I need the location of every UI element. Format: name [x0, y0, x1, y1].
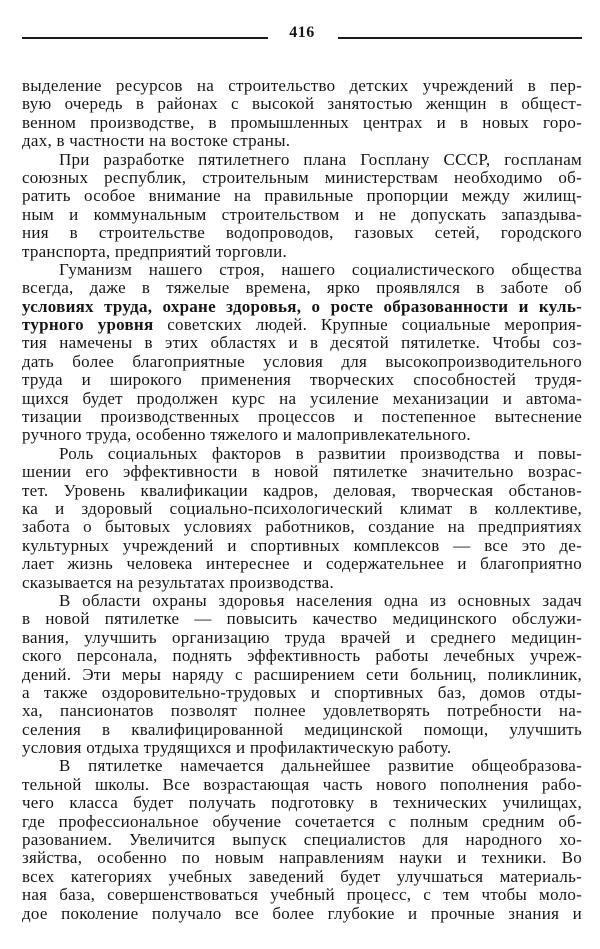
text-line [22, 592, 582, 610]
text-line [22, 353, 582, 371]
line-text: ная база, совершенствоваться учебный процесс, с тем чтобы моло- [22, 885, 582, 905]
line-text: При разработке пятилетнего плана Госплану СССР, госпланам [59, 149, 582, 169]
text-line [22, 610, 582, 628]
header-rule-right [338, 37, 582, 39]
text-line [22, 445, 582, 463]
line-text: разованием. Увеличится выпуск специалистов для народного хо- [22, 830, 582, 850]
line-text: ского персонала, поднять эффективность работы лечебных учреж- [22, 646, 582, 666]
line-text: Роль социальных факторов в развитии производства и повы- [59, 443, 582, 463]
text-line [22, 868, 582, 886]
text-line [22, 886, 582, 904]
text-line [22, 537, 582, 555]
text-line [22, 721, 582, 739]
line-text: щихся будет продолжен курс на усиление механизации и автома- [22, 388, 582, 408]
text-line [22, 187, 582, 205]
line-text: вания, улучшить организацию труда врачей и среднего медицин- [22, 627, 582, 647]
line-text: венном производстве, в промышленных центрах и в новых горо- [22, 112, 582, 132]
text-line [22, 426, 582, 444]
text-line [22, 169, 582, 187]
text-line [22, 739, 582, 757]
line-text: всегда, даже в тяжелые времена, ярко проявлялся в заботе об [22, 278, 582, 298]
text-line [22, 776, 582, 794]
page-body [22, 77, 582, 923]
paragraph [22, 757, 582, 923]
text-line [22, 757, 582, 775]
page-header [22, 24, 582, 48]
text-line [22, 261, 582, 279]
text-line [22, 849, 582, 867]
text-line [22, 794, 582, 812]
line-text: тельной школы. Все возрастающая часть нового пополнения рабо- [22, 774, 582, 794]
text-line [22, 371, 582, 389]
line-text: а также оздоровительно-трудовых и спортивных баз, домов отды- [22, 682, 582, 702]
line-text: зяйства, особенно по новым направлениям науки и техники. Во [22, 848, 582, 868]
line-text: выделение ресурсов на строительство детских учреждений в пер- [22, 76, 582, 95]
paragraph [22, 261, 582, 445]
bold-text: турного уровня [22, 315, 154, 335]
text-line [22, 500, 582, 518]
line-text: ручного труда, особенно тяжелого и малопривлекательного. [22, 425, 471, 445]
line-text: сказывается на результатах производства. [22, 572, 334, 592]
line-text: забота о бытовых условиях работников, создание на предприятиях [22, 517, 582, 537]
text-line [22, 243, 582, 261]
line-text: культурных учреждений и спортивных комплексов — все это де- [22, 535, 582, 555]
line-text: В области охраны здоровья населения одна из основных задач [59, 590, 582, 610]
text-line [22, 151, 582, 169]
text-line [22, 684, 582, 702]
paragraph [22, 592, 582, 758]
line-text: советских людей. Крупные социальные мероприя- [153, 315, 582, 335]
text-line [22, 482, 582, 500]
text-line [22, 316, 582, 334]
line-text: чего класса будет получать подготовку в технических училищах, [22, 793, 582, 813]
line-text: транспорта, предприятий торговли. [22, 241, 287, 261]
line-text: Гуманизм нашего строя, нашего социалистического общества [59, 259, 582, 279]
page-number: 416 [289, 24, 315, 41]
line-text: вую очередь в районах с высокой занятостью женщин в общест- [22, 94, 582, 114]
text-line [22, 831, 582, 849]
text-line [22, 629, 582, 647]
line-text: дать более благоприятные условия для высокопроизводительного [22, 351, 582, 371]
text-line [22, 77, 582, 95]
line-text: шении его эффективности в новой пятилетке значительно возрас- [22, 462, 582, 482]
line-text: ха, пансионатов позволят полнее удовлетворять потребности на- [22, 701, 582, 721]
line-text: ным и коммунальным строительством и не допускать запаздыва- [22, 204, 582, 224]
text-line [22, 114, 582, 132]
line-text: дений. Эти меры наряду с расширением сети больниц, поликлиник, [22, 664, 582, 684]
line-text: ратить особое внимание на правильные пропорции между жилищ- [22, 186, 582, 206]
line-text: тет. Уровень квалификации кадров, деловая, творческая обстанов- [22, 480, 582, 500]
line-text: В пятилетке намечается дальнейшее развитие общеобразова- [59, 756, 582, 776]
text-line [22, 408, 582, 426]
text-line [22, 279, 582, 297]
line-text: тия намечены в этих областях и в десятой пятилетке. Чтобы соз- [22, 333, 582, 353]
line-text: селения в квалифицированной медицинской помощи, улучшить [22, 719, 582, 739]
text-line [22, 702, 582, 720]
text-line [22, 206, 582, 224]
line-text: тизации производственных процессов и постепенное вытеснение [22, 407, 582, 427]
text-line [22, 666, 582, 684]
paragraph [22, 77, 582, 151]
paragraph [22, 151, 582, 261]
text-line [22, 95, 582, 113]
text-line [22, 390, 582, 408]
line-text: в новой пятилетке — повысить качество медицинского обслужи- [22, 609, 582, 629]
line-text: всех категориях учебных заведений будет улучшаться материаль- [22, 866, 582, 886]
line-text: условия отдыха трудящихся и профилактическую работу. [22, 738, 452, 758]
text-line [22, 518, 582, 536]
text-line [22, 647, 582, 665]
line-text: лает жизнь человека интереснее и содержательнее и благоприятно [22, 554, 582, 574]
bold-text: условиях труда, охране здоровья, о росте образованности и куль- [22, 296, 582, 316]
line-text: где профессиональное обучение сочетается с полным средним об- [22, 811, 582, 831]
text-line [22, 463, 582, 481]
text-line [22, 224, 582, 242]
line-text: союзных республик, строительным министерствам необходимо об- [22, 167, 582, 187]
paragraph [22, 445, 582, 592]
text-line [22, 298, 582, 316]
text-line [22, 132, 582, 150]
text-line [22, 813, 582, 831]
line-text: дое поколение получало все более глубокие и прочные знания и [22, 903, 582, 923]
line-text: труда и широкого применения творческих способностей трудя- [22, 370, 582, 390]
line-text: ния в строительстве водопроводов, газовых сетей, городского [22, 223, 582, 243]
text-line [22, 905, 582, 923]
line-text: ка и здоровый социально-психологический климат в коллективе, [22, 498, 582, 518]
text-line [22, 555, 582, 573]
text-line [22, 334, 582, 352]
line-text: дах, в частности на востоке страны. [22, 131, 291, 151]
text-line [22, 574, 582, 592]
